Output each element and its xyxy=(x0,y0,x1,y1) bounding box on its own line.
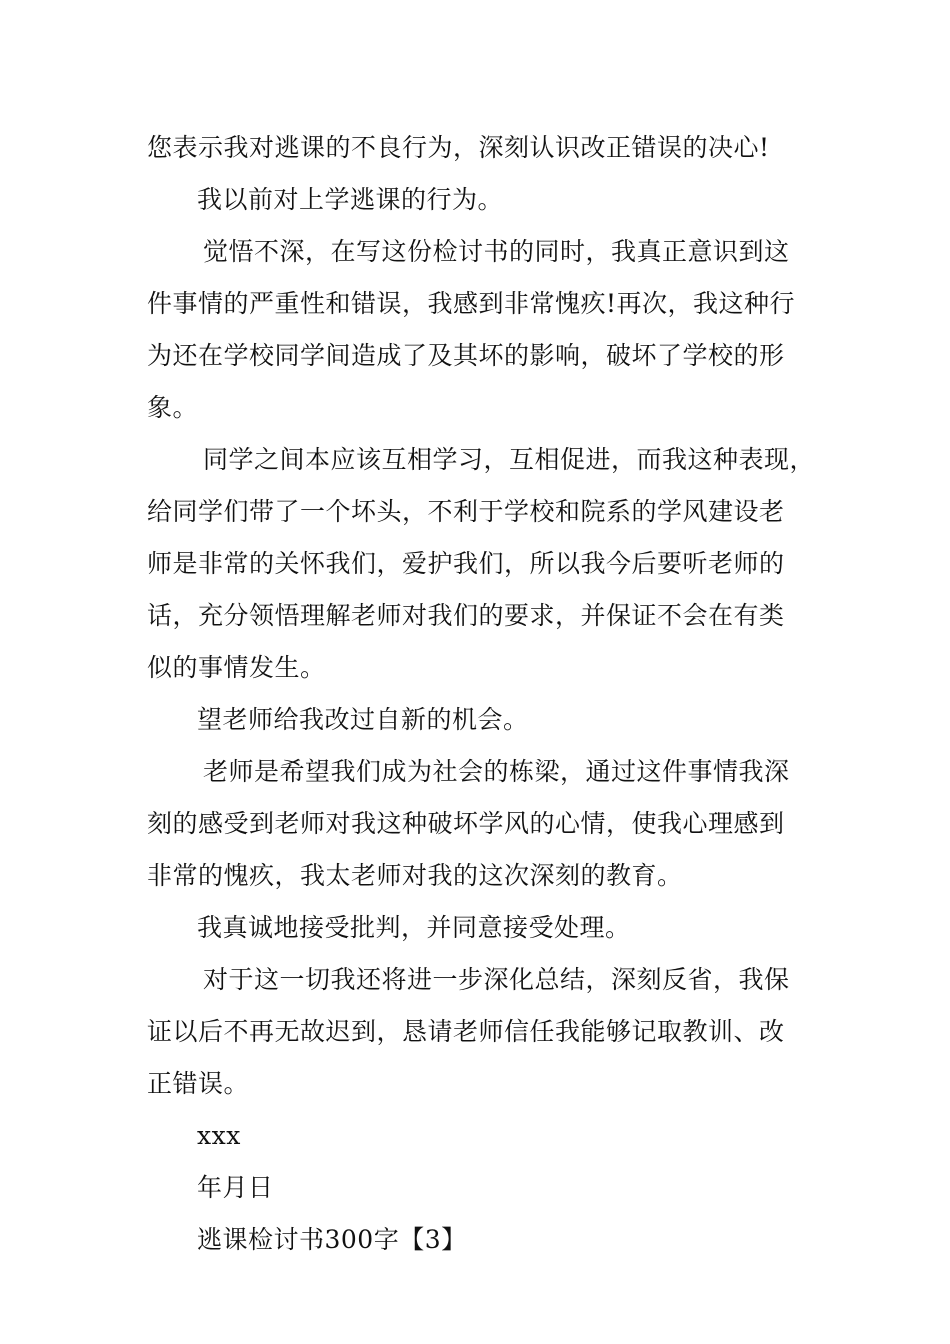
signature-line: xxx xyxy=(197,1121,241,1150)
date-line: 年月日 xyxy=(197,1173,274,1202)
text-line: 为还在学校同学间造成了及其坏的影响，破坏了学校的形 xyxy=(147,341,785,370)
document-body xyxy=(147,122,823,1266)
text-line: 非常的愧疚，我太老师对我的这次深刻的教育。 xyxy=(147,861,683,890)
text-line: 象。 xyxy=(147,393,199,422)
text-line: 您表示我对逃课的不良行为，深刻认识改正错误的决心! xyxy=(147,133,770,162)
section-heading: 逃课检讨书300字【3】 xyxy=(197,1225,467,1254)
text-line: 正错误。 xyxy=(147,1069,250,1098)
text-line: 我真诚地接受批判，并同意接受处理。 xyxy=(197,913,631,942)
text-line: 给同学们带了一个坏头，不利于学校和院系的学风建设老 xyxy=(147,497,785,526)
text-line: 我以前对上学逃课的行为。 xyxy=(197,185,504,214)
text-line: 老师是希望我们成为社会的栋梁，通过这件事情我深 xyxy=(203,757,790,786)
text-line: 觉悟不深，在写这份检讨书的同时，我真正意识到这 xyxy=(203,237,790,266)
text-line: 话，充分领悟理解老师对我们的要求，并保证不会在有类 xyxy=(147,601,785,630)
text-line: 刻的感受到老师对我这种破坏学风的心情，使我心理感到 xyxy=(147,809,785,838)
text-line: 证以后不再无故迟到，恳请老师信任我能够记取教训、改 xyxy=(147,1017,785,1046)
text-line: 对于这一切我还将进一步深化总结，深刻反省，我保 xyxy=(203,965,790,994)
text-line: 件事情的严重性和错误，我感到非常愧疚!再次，我这种行 xyxy=(147,289,796,318)
text-line: 师是非常的关怀我们，爱护我们，所以我今后要听老师的 xyxy=(147,549,785,578)
text-line: 同学之间本应该互相学习，互相促进，而我这种表现， xyxy=(203,445,816,474)
text-line: 似的事情发生。 xyxy=(147,653,326,682)
text-line: 望老师给我改过自新的机会。 xyxy=(197,705,529,734)
